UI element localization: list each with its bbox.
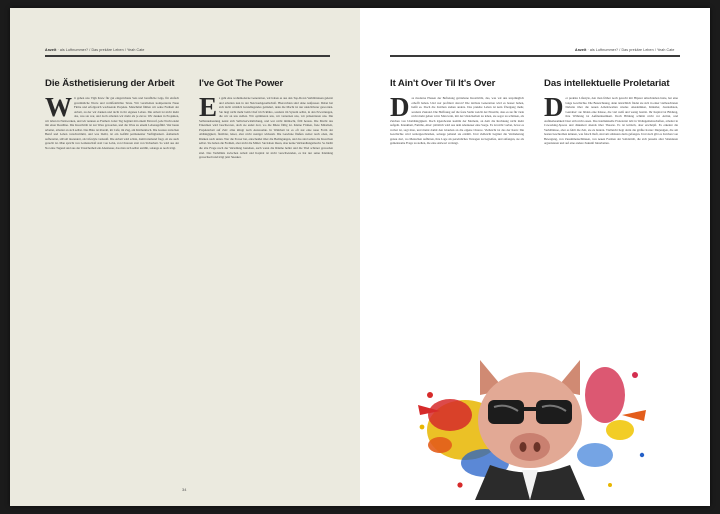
article-body: D er prekäre Lifestyle, den man früher noch gerecht mit Hipster umschrieben hatte, hat eine lange Geschichte. Die Bezeichnung, denn tatsächlich findet sie sich in einer vielbeachteten Debatte über die neuen Arbeitswelten wieder. Akademiker, Künstler, Journalisten, Gestalter: sie bilden eine Klasse, die viel weiß und wenig besitzt. Ihr Kapital ist Bildung, ihre Währung ist Aufmerksamkeit. Doch Bildung schützt nicht vor Armut, und Aufmerksamkeit lässt sich nicht essen. Das intellektuelle Proletariat lebt in Wohngemeinschaften, arbeitet in Coworking-Spaces und diskutiert abends über Theorie. Es ist kritisch, aber erschöpft. Es erkennt die Verhältnisse, aber es fehlt die Zeit, sie zu ändern. Vielleicht liegt darin die größte Ironie: Diejenigen, die am besten beschreiben können, was falsch läuft, sind am stärksten darin gefangen. Und doch gibt es Zeichen von Bewegung, von Zusammenschlüssen, von neuen Formen der Solidarität, die sich jenseits alter Strukturen organisieren und auf eine andere Zukunft hinarbeiten. [544, 92, 678, 146]
article-column [390, 78, 524, 146]
article-body: W ir gehen uns Vigh Krew für gut eingerichtete Sets und berufliche Gigs, für einfach gewöhnliche Worte und veröffentlichte Texte. Wir verarbeiten komponierte Neue Firme und erfolgreich wachsende Projekte. Manchmal fühlen wir seine Freiheit der Arbeit, zu der wir danken und nicht in ihr eigenes Leben. Die Arbeit ist nicht mehr das, was sie war, und doch arbeiten wir mehr als je zuvor. Wir denken in Projekten, wir leben in Netzwerken, und wir nennen es Freiheit. Jeder Tag beginnt mit einem Entwurf, jede Nacht endet mit einer Deadline. Die Kreativität ist zur Ware geworden, und die Ware zu einem Lebensgefühl. Wer heute arbeitet, arbeitet an sich selbst. Das Büro ist überall, im Café, im Zug, am Küchentisch. Die Grenze zwischen Beruf und Leben verschwimmt, und was bleibt, ist ein Gefühl permanenter Verfügbarkeit. Ästhetisch aufbereitet, stilvoll inszeniert, als Lifestyle verkauft. Die Arbeit wird schön, damit niemand fragt, ob sie auch gerecht ist. Man spricht von Leidenschaft statt von Lohn, von Chancen statt von Sicherheit. So wird aus der Not eine Tugend und aus der Unsicherheit ein Abenteuer, das man sich selbst erzählt, solange es noch trägt. [45, 92, 179, 151]
drop-cap: D [544, 92, 564, 122]
article-body: D as moderne Phasen der Befreiung getriebene Kreativität, das, was wir uns ursprünglich erhofft haben. Und wer profitiert davon? Die nächste Generation wird es besser haben, heißt es. Doch die Zeichen stehen anders. Das prekäre Leben ist kein Übergang mehr, sondern Zustand. Die Hoffnung auf die feste Stelle weicht der Einsicht, dass es sie für viele nicht mehr geben wird. Man lernt, mit der Unsicherheit zu leben, sie sogar zu schätzen, als Zeichen von Unabhängigkeit. Doch irgendwann kommt der Moment, an dem die Rechnung nicht mehr aufgeht. Krankheit, Familie, Alter: plötzlich wird aus dem Abenteuer eine Sorge. Es ist nicht vorbei, bevor es vorbei ist, sagt man, und meint damit den Glauben an die eigene Chance. Vielleicht ist das der Kern: Die Geschichte wird weitergeschrieben, solange jemand sie erzählt. Und vielleicht beginnt die Veränderung genau dort, wo Menschen aufhören, ihre Lage als persönliches Versagen zu begreifen, und anfangen, sie als gemeinsame Frage zu stellen, die eine Antwort verlangt. [390, 92, 524, 146]
header-rule [390, 55, 680, 57]
running-head-left: Anzeit · als Luftnummer? / Das prekäre Leben / Yeah Cate [45, 48, 145, 52]
article-column [199, 78, 333, 160]
running-head-right: Anzeit · als Luftnummer? / Das prekäre Leben / Yeah Cate [575, 48, 675, 52]
article-headline: It Ain't Over Til It's Over [390, 78, 496, 89]
article-headline: Das intellektuelle Proletariat [544, 78, 670, 89]
drop-cap: E [199, 92, 218, 122]
page-number: 34 [182, 487, 187, 492]
article-headline: Die Ästhetisierung der Arbeit [45, 78, 175, 89]
article-column [544, 78, 678, 146]
article-headline: I've Got The Power [199, 78, 284, 89]
drop-cap: W [45, 92, 72, 122]
left-page [10, 8, 360, 506]
drop-cap: D [390, 92, 410, 122]
header-rule [45, 55, 330, 57]
pig-with-sunglasses-icon [410, 335, 650, 500]
article-body: E s geht eine wohnmoderne Generation, wir haben es aus den Top-Down Verhältnissen gelernt und arbeiten nun in der Netzwerkgesellschaft. Hierarchien sind ohne Aufpasser. Dabei hat sich nicht wirklich Grundlegendes geändert, denn die Macht ist nur unsichtbarer geworden. Sie liegt nicht mehr beim Chef im Eckbüro, sondern im System selbst, in den Erwartungen, die wir an uns stellen. Wir optimieren uns, wir vernetzen uns, wir präsentieren uns. Die Selbstausbeutung nennt sich Selbstverwirklichung, und wer nicht mitmacht, fällt heraus. Die Macht des Einzelnen wird beschworen, doch sie endet dort, wo die Miete fällig ist. Kleine Firmen, freie Mitarbeit, Projektarbeit auf Zeit: alles klingt nach Autonomie. In Wahrheit ist es oft nur eine neue Form der Abhängigkeit, flexibler, leiser, aber nicht weniger wirksam. Die Gewinne fließen weiter nach oben, die Risiken nach unten. Wer die Power hat, entscheidet über die Bedingungen, und das sind selten die Kreativen selbst. Sie haben die Freiheit, aber nicht die Mittel. Sie haben Ideen, aber keine Verhandlungsmacht. So bleibt die alte Frage nach der Verteilung bestehen, auch wenn die Räume heller und die Titel schöner geworden sind. Das Verhältnis zwischen Arbeit und Kapital ist nicht verschwunden, es hat nur seine Kleidung gewechselt und trägt jetzt Sneaker. [199, 92, 333, 160]
article-column [45, 78, 179, 151]
